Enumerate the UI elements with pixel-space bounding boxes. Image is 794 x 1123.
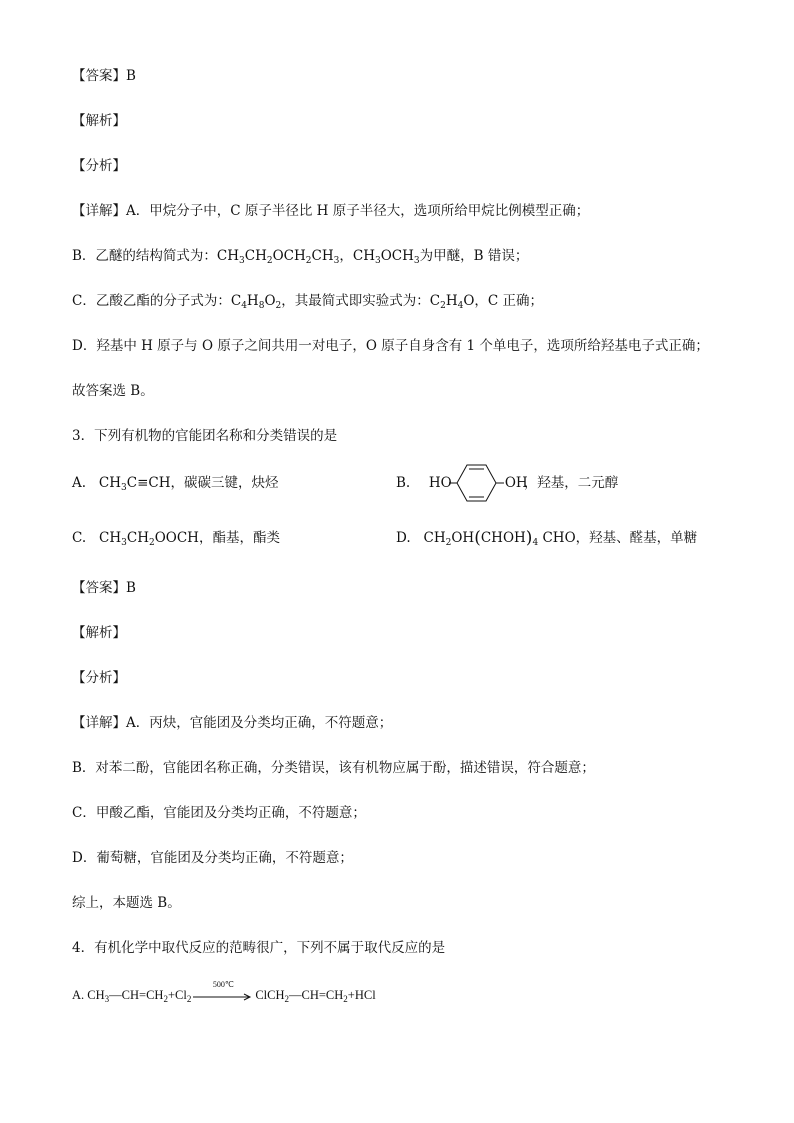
oh-group: OH <box>504 475 528 491</box>
propyne-formula: $CH_3C\equiv CH$ <box>98 475 171 493</box>
detail-c-suffix: ，C 正确； <box>474 293 544 309</box>
fenxi-label: 【分析】 <box>72 158 126 174</box>
analysis-label: 【解析】 <box>72 113 126 129</box>
option-d-letter: D. <box>396 530 411 546</box>
ethyl-formate-formula: $CH_3CH_2OOCH$ <box>99 530 199 548</box>
answer-label: 【答案】 <box>72 68 126 84</box>
analysis-label-3: 【解析】 <box>72 625 126 641</box>
answer-value-3: B <box>126 580 136 596</box>
detail-d-line-3: D．葡萄糖，官能团及分类均正确，不符题意； <box>72 850 353 866</box>
formula-ether: $CH_3CH_2OCH_2CH_3$，$CH_3OCH_3$ <box>216 248 420 266</box>
option-d-text: ，羟基、醛基，单糖 <box>575 530 698 546</box>
detail-b-line-3: B．对苯二酚，官能团名称正确，分类错误，该有机物应属于酚，描述错误，符合题意； <box>72 760 595 776</box>
detail-a-text: A．甲烷分子中，C 原子半径比 H 原子半径大，选项所给甲烷比例模型正确； <box>126 203 590 219</box>
option-d <box>396 528 697 548</box>
option-c <box>72 528 280 548</box>
option-a-text: ，碳碳三键，炔烃 <box>170 475 279 491</box>
detail-a-text-3: A．丙炔，官能团及分类均正确，不符题意； <box>126 715 393 731</box>
conclusion-line-3: 综上，本题选 B。 <box>72 895 181 911</box>
detail-d-line: D．羟基中 H 原子与 O 原子之间共用一对电子，O 原子自身含有 1 个单电子，选项所给羟基电子式正确； <box>72 338 709 354</box>
detail-a-line <box>72 201 589 221</box>
hydroquinone-structure <box>428 473 528 493</box>
arrow-icon <box>193 993 253 1001</box>
detail-c-mid: ，其最简式即实验式为： <box>281 293 430 309</box>
detail-c-line <box>72 291 543 311</box>
option-c-text: ，酯基，酯类 <box>198 530 280 546</box>
option-b-text: ，羟基，二元醇 <box>523 475 619 491</box>
ho-group: HO <box>428 475 452 491</box>
conclusion-line: 故答案选 B。 <box>72 383 154 399</box>
detail-a-line-3 <box>72 713 392 733</box>
detail-c-line-3: C．甲酸乙酯，官能团及分类均正确，不符题意； <box>72 805 366 821</box>
glucose-formula: $CH_2OH(CHOH)_4$ CHO <box>423 528 576 548</box>
detail-c-prefix: C．乙酸乙酯的分子式为： <box>72 293 231 309</box>
question-3-stem: 3．下列有机物的官能团名称和分类错误的是 <box>72 428 338 444</box>
detail-b-prefix: B．乙醚的结构简式为： <box>72 248 217 264</box>
question-4-stem: 4．有机化学中取代反应的范畴很广，下列不属于取代反应的是 <box>72 940 446 956</box>
detail-label: 【详解】 <box>72 203 126 219</box>
option-a-4: A. $CH_3—CH=CH_2+Cl_2$ 500℃ $ClCH_2—CH=CH_2+HCl$ <box>72 980 376 1004</box>
option-a-letter-4: A. <box>72 988 85 1002</box>
reaction-arrow <box>193 980 253 1003</box>
formula-ester: $C_4H_8O_2$ <box>230 293 282 311</box>
answer-line-3 <box>72 578 136 598</box>
option-b <box>396 473 618 493</box>
option-c-letter: C. <box>72 530 87 546</box>
option-a <box>72 473 279 493</box>
option-b-letter: B. <box>396 475 411 491</box>
detail-label-3: 【详解】 <box>72 715 126 731</box>
detail-b-suffix: 为甲醚，B 错误； <box>419 248 529 264</box>
formula-empirical: $C_2H_4O$ <box>429 293 475 311</box>
answer-value: B <box>126 68 136 84</box>
detail-b-line <box>72 246 528 266</box>
fenxi-label-3: 【分析】 <box>72 670 126 686</box>
option-a-letter: A. <box>72 475 87 491</box>
answer-label-3: 【答案】 <box>72 580 126 596</box>
reaction-condition: 500℃ <box>212 980 234 990</box>
answer-line <box>72 66 136 86</box>
